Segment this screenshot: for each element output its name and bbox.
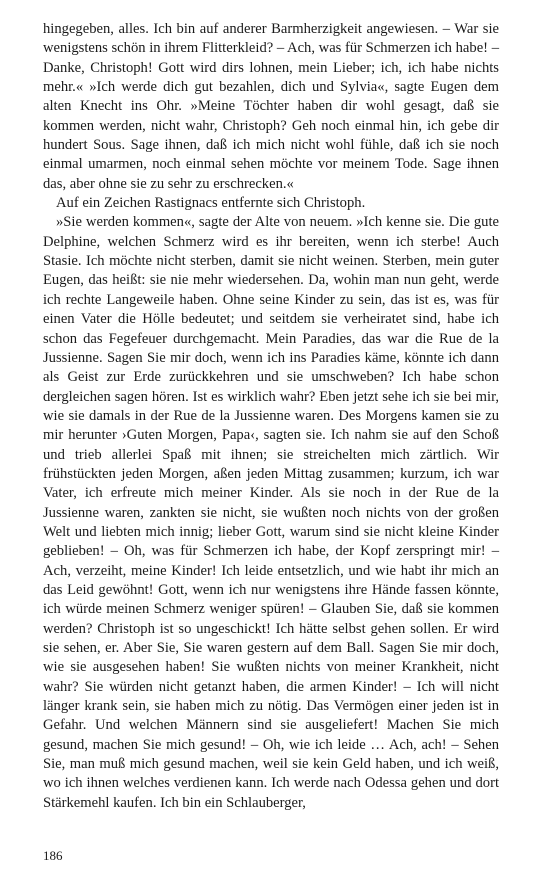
paragraph-3: »Sie werden kommen«, sagte der Alte von neuem. »Ich kenne sie. Die gute Delphine, welchen Schmerz wird es ihr bereiten, wenn ich sterbe! Auch Stasie. Ich möchte nicht sterben, damit sie nicht weinen. Sterben, mein guter Eugen, das heißt: sie nie mehr wiedersehen. Da, wohin man nun geht, werde ich rechte Langeweile haben. Ohne seine Kinder zu sein, das ist es, was für einen Vater die Hölle bedeutet; und seitdem sie verheiratet sind, habe ich schon das Fegefeuer durchgemacht. Mein Paradies, das war die Rue de la Jussienne. Sagen Sie mir doch, wenn ich ins Paradies käme, könnte ich dann als Geist zur Erde zurückkehren und sie umschweben? Ich habe schon dergleichen sagen hören. Ist es wirklich wahr? Eben jetzt sehe ich sie bei mir, wie sie damals in der Rue de la Jussienne waren. Des Morgens kamen sie zu mir herunter ›Guten Morgen, Papa‹, sagten sie. Ich nahm sie auf den Schoß und trieb allerlei Spaß mit ihnen; sie streichelten mich zärtlich. Wir frühstückten jeden Morgen, aßen jeden Mittag zusammen; kurzum, ich war Vater, ich erfreute mich meiner Kinder. Als sie noch in der Rue de la Jussienne waren, zankten sie nicht, sie wußten noch nichts von der großen Welt und liebten mich innig; lieber Gott, warum sind sie nicht kleine Kinder geblieben! – Oh, was für Schmerzen ich habe, der Kopf zerspringt mir! – Ach, verzeiht, meine Kinder! Ich leide entsetzlich, und wie habt ihr mich an das Leid gewöhnt! Gott, wenn ich nur wenigstens ihre Hände fassen könnte, ich würde meinen Schmerz weniger spüren! – Glauben Sie, daß sie kommen werden? Christoph ist so ungeschickt! Ich hätte selbst gehen sollen. Er wird sie sehen, er. Aber Sie, Sie waren gestern auf dem Ball. Sagen Sie mir doch, wie sie ausgesehen haben! Sie wußten nichts von meiner Krankheit, nicht wahr? Sie würden nicht getanzt haben, die armen Kinder! – Ich will nicht länger krank sein, sie haben mich zu nötig. Das Vermögen einer jeden ist in Gefahr. Und welchen Männern sind sie ausgeliefert! Machen Sie mich gesund, machen Sie mich gesund! – Oh, wie ich leide … Ach, ach! – Sehen Sie, man muß mich gesund machen, weil sie kein Geld haben, und ich weiß, wo ich ihnen welches verdienen kann. Ich werde nach Odessa gehen und dort Stärkemehl kaufen. Ich bin ein Schlauberger, [43,214,499,811]
page-number: 186 [43,848,63,863]
paragraph-2: Auf ein Zeichen Rastignacs entfernte sich Christoph. [56,195,366,212]
paragraph-1: hingegeben, alles. Ich bin auf anderer Barmherzigkeit angewiesen. – War sie wenigstens schön in ihrem Flitterkleid? – Ach, was für Schmerzen ich habe! – Danke, Christoph! Gott wird dirs lohnen, mein Lieber; ich, ich habe nichts mehr.« »Ich werde dich gut bezahlen, dich und Sylvia«, sagte Eugen dem alten Knecht ins Ohr. »Meine Töchter haben dir wohl gesagt, daß sie kommen werden, nicht wahr, Christoph? Geh noch einmal hin, ich gebe dir hundert Sous. Sage ihnen, daß ich mich nicht wohl fühle, daß ich sie noch einmal umarmen, noch einmal sehen möchte vor meinem Tode. Sage ihnen das, aber ohne sie zu sehr zu erschrecken.« [43,21,499,192]
body-text [43,20,499,813]
